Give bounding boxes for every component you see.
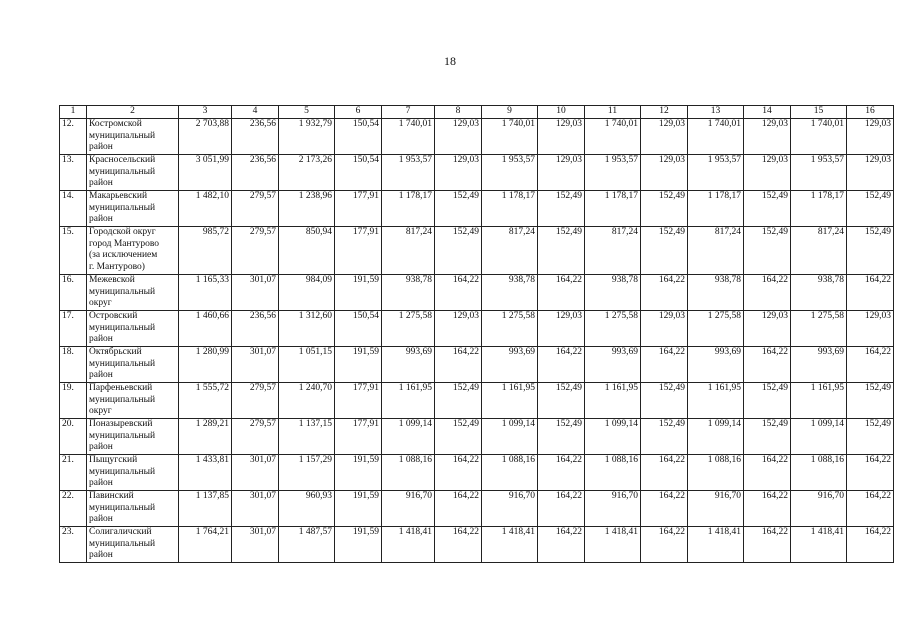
value-cell-col-16: 152,49: [847, 191, 894, 227]
value-cell-col-5: 850,94: [279, 227, 335, 275]
municipality-name-line: Межевской: [89, 275, 135, 285]
value-cell-col-5: 1 312,60: [279, 311, 335, 347]
row-number: 14.: [60, 191, 87, 227]
table-row: [60, 191, 894, 227]
row-number: 18.: [60, 347, 87, 383]
municipality-name-line: район: [89, 142, 113, 152]
municipality-name-line: город Мантурово: [89, 238, 160, 249]
row-number: 23.: [60, 527, 87, 563]
value-cell-col-6: 150,54: [335, 119, 382, 155]
value-cell-col-14: 152,49: [744, 227, 791, 275]
header-cell-2: 2: [87, 106, 179, 119]
value-cell-col-16: 129,03: [847, 311, 894, 347]
value-cell-col-6: 177,91: [335, 227, 382, 275]
value-cell-col-3: 985,72: [179, 227, 232, 275]
value-cell-col-13: 1 740,01: [688, 119, 744, 155]
value-cell-col-16: 152,49: [847, 383, 894, 419]
municipality-name: [87, 191, 179, 227]
value-cell-col-8: 164,22: [435, 275, 482, 311]
value-cell-col-9: 1 418,41: [482, 527, 538, 563]
value-cell-col-11: 1 161,95: [585, 383, 641, 419]
municipality-name-line: Парфеньевский: [89, 383, 153, 393]
municipality-name-line: Островский: [89, 311, 138, 321]
municipality-name-line: муниципальный: [89, 466, 156, 477]
value-cell-col-10: 129,03: [538, 311, 585, 347]
value-cell-col-9: 1 088,16: [482, 455, 538, 491]
municipality-name-line: муниципальный: [89, 394, 156, 405]
value-cell-col-9: 817,24: [482, 227, 538, 275]
municipality-name-line: г. Мантурово): [89, 261, 145, 272]
value-cell-col-12: 152,49: [641, 227, 688, 275]
value-cell-col-12: 152,49: [641, 383, 688, 419]
value-cell-col-9: 938,78: [482, 275, 538, 311]
value-cell-col-7: 993,69: [382, 347, 435, 383]
table-header-row: [60, 106, 894, 119]
value-cell-col-10: 152,49: [538, 227, 585, 275]
value-cell-col-5: 984,09: [279, 275, 335, 311]
municipality-name-line: муниципальный: [89, 286, 156, 297]
value-cell-col-8: 129,03: [435, 119, 482, 155]
municipality-name: [87, 311, 179, 347]
value-cell-col-7: 916,70: [382, 491, 435, 527]
value-cell-col-10: 164,22: [538, 275, 585, 311]
municipality-name: [87, 491, 179, 527]
municipality-name-line: (за исключением: [89, 250, 158, 260]
municipality-name-line: муниципальный: [89, 502, 156, 513]
municipality-name: [87, 419, 179, 455]
value-cell-col-14: 129,03: [744, 119, 791, 155]
value-cell-col-15: 1 953,57: [791, 155, 847, 191]
municipality-name-line: район: [89, 514, 113, 524]
municipality-name-line: муниципальный: [89, 130, 156, 141]
value-cell-col-4: 279,57: [232, 419, 279, 455]
value-cell-col-8: 152,49: [435, 383, 482, 419]
value-cell-col-15: 1 275,58: [791, 311, 847, 347]
value-cell-col-13: 1 275,58: [688, 311, 744, 347]
value-cell-col-14: 164,22: [744, 455, 791, 491]
value-cell-col-12: 164,22: [641, 491, 688, 527]
value-cell-col-11: 938,78: [585, 275, 641, 311]
value-cell-col-12: 129,03: [641, 311, 688, 347]
value-cell-col-6: 191,59: [335, 527, 382, 563]
value-cell-col-13: 1 418,41: [688, 527, 744, 563]
value-cell-col-9: 1 178,17: [482, 191, 538, 227]
value-cell-col-9: 1 275,58: [482, 311, 538, 347]
value-cell-col-10: 129,03: [538, 119, 585, 155]
value-cell-col-16: 164,22: [847, 275, 894, 311]
value-cell-col-4: 301,07: [232, 347, 279, 383]
value-cell-col-4: 301,07: [232, 455, 279, 491]
value-cell-col-10: 152,49: [538, 419, 585, 455]
value-cell-col-4: 236,56: [232, 155, 279, 191]
value-cell-col-4: 236,56: [232, 311, 279, 347]
value-cell-col-8: 164,22: [435, 455, 482, 491]
header-cell-1: 1: [60, 106, 87, 119]
value-cell-col-6: 191,59: [335, 275, 382, 311]
municipality-name: [87, 155, 179, 191]
header-cell-8: 8: [435, 106, 482, 119]
value-cell-col-13: 1 953,57: [688, 155, 744, 191]
header-cell-3: 3: [179, 106, 232, 119]
value-cell-col-8: 164,22: [435, 347, 482, 383]
value-cell-col-11: 993,69: [585, 347, 641, 383]
municipality-name-line: Костромской: [89, 119, 142, 129]
value-cell-col-5: 1 238,96: [279, 191, 335, 227]
value-cell-col-13: 1 099,14: [688, 419, 744, 455]
value-cell-col-12: 164,22: [641, 527, 688, 563]
value-cell-col-6: 191,59: [335, 347, 382, 383]
municipality-name-line: район: [89, 178, 113, 188]
value-cell-col-14: 164,22: [744, 527, 791, 563]
value-cell-col-10: 164,22: [538, 527, 585, 563]
municipality-name-line: муниципальный: [89, 538, 156, 549]
value-cell-col-11: 1 953,57: [585, 155, 641, 191]
header-cell-11: 11: [585, 106, 641, 119]
value-cell-col-3: 1 137,85: [179, 491, 232, 527]
value-cell-col-3: 2 703,88: [179, 119, 232, 155]
value-cell-col-3: 1 555,72: [179, 383, 232, 419]
table-row: [60, 527, 894, 563]
municipality-name-line: муниципальный: [89, 430, 156, 441]
value-cell-col-16: 152,49: [847, 419, 894, 455]
value-cell-col-7: 1 418,41: [382, 527, 435, 563]
value-cell-col-4: 301,07: [232, 527, 279, 563]
value-cell-col-15: 1 178,17: [791, 191, 847, 227]
value-cell-col-8: 129,03: [435, 155, 482, 191]
municipality-name-line: район: [89, 334, 113, 344]
value-cell-col-4: 279,57: [232, 383, 279, 419]
value-cell-col-3: 1 460,66: [179, 311, 232, 347]
value-cell-col-6: 191,59: [335, 491, 382, 527]
municipality-name-line: Макарьевский: [89, 191, 148, 201]
header-cell-4: 4: [232, 106, 279, 119]
value-cell-col-15: 1 418,41: [791, 527, 847, 563]
value-cell-col-6: 150,54: [335, 311, 382, 347]
value-cell-col-4: 279,57: [232, 227, 279, 275]
value-cell-col-4: 301,07: [232, 491, 279, 527]
value-cell-col-12: 129,03: [641, 119, 688, 155]
value-cell-col-7: 1 161,95: [382, 383, 435, 419]
value-cell-col-5: 2 173,26: [279, 155, 335, 191]
value-cell-col-11: 1 275,58: [585, 311, 641, 347]
value-cell-col-11: 1 418,41: [585, 527, 641, 563]
value-cell-col-14: 152,49: [744, 383, 791, 419]
municipality-name-line: район: [89, 442, 113, 452]
municipality-name-line: муниципальный: [89, 358, 156, 369]
row-number: 12.: [60, 119, 87, 155]
table-row: [60, 275, 894, 311]
header-cell-9: 9: [482, 106, 538, 119]
value-cell-col-14: 164,22: [744, 275, 791, 311]
municipality-name-line: район: [89, 214, 113, 224]
value-cell-col-16: 164,22: [847, 527, 894, 563]
value-cell-col-16: 129,03: [847, 119, 894, 155]
value-cell-col-8: 129,03: [435, 311, 482, 347]
value-cell-col-5: 1 932,79: [279, 119, 335, 155]
table-row: [60, 227, 894, 275]
table-row: [60, 419, 894, 455]
municipality-name-line: Красносельский: [89, 155, 156, 165]
municipality-name-line: муниципальный: [89, 202, 156, 213]
page-number: 18: [444, 54, 456, 68]
value-cell-col-16: 152,49: [847, 227, 894, 275]
value-cell-col-11: 916,70: [585, 491, 641, 527]
municipality-name-line: Октябрьский: [89, 347, 142, 357]
municipality-name: [87, 527, 179, 563]
row-number: 16.: [60, 275, 87, 311]
value-cell-col-7: 1 275,58: [382, 311, 435, 347]
row-number: 13.: [60, 155, 87, 191]
value-cell-col-14: 152,49: [744, 191, 791, 227]
value-cell-col-10: 164,22: [538, 347, 585, 383]
value-cell-col-8: 152,49: [435, 419, 482, 455]
row-number: 22.: [60, 491, 87, 527]
value-cell-col-11: 817,24: [585, 227, 641, 275]
table-body: [60, 119, 894, 563]
value-cell-col-9: 1 099,14: [482, 419, 538, 455]
municipality-name: [87, 119, 179, 155]
row-number: 19.: [60, 383, 87, 419]
header-cell-14: 14: [744, 106, 791, 119]
value-cell-col-15: 1 088,16: [791, 455, 847, 491]
value-cell-col-7: 1 088,16: [382, 455, 435, 491]
value-cell-col-11: 1 178,17: [585, 191, 641, 227]
header-cell-7: 7: [382, 106, 435, 119]
value-cell-col-12: 129,03: [641, 155, 688, 191]
municipality-name-line: муниципальный: [89, 166, 156, 177]
municipality-name-line: район: [89, 550, 113, 560]
value-cell-col-3: 3 051,99: [179, 155, 232, 191]
value-cell-col-15: 916,70: [791, 491, 847, 527]
value-cell-col-15: 817,24: [791, 227, 847, 275]
value-cell-col-10: 152,49: [538, 191, 585, 227]
value-cell-col-3: 1 165,33: [179, 275, 232, 311]
municipality-name-line: муниципальный: [89, 322, 156, 333]
header-cell-10: 10: [538, 106, 585, 119]
municipality-name-line: район: [89, 478, 113, 488]
value-cell-col-13: 817,24: [688, 227, 744, 275]
value-cell-col-5: 960,93: [279, 491, 335, 527]
value-cell-col-6: 191,59: [335, 455, 382, 491]
value-cell-col-14: 129,03: [744, 311, 791, 347]
value-cell-col-5: 1 487,57: [279, 527, 335, 563]
value-cell-col-15: 993,69: [791, 347, 847, 383]
row-number: 17.: [60, 311, 87, 347]
value-cell-col-12: 164,22: [641, 275, 688, 311]
row-number: 21.: [60, 455, 87, 491]
municipality-name-line: район: [89, 370, 113, 380]
header-cell-6: 6: [335, 106, 382, 119]
value-cell-col-15: 1 740,01: [791, 119, 847, 155]
value-cell-col-14: 129,03: [744, 155, 791, 191]
value-cell-col-12: 152,49: [641, 419, 688, 455]
header-cell-13: 13: [688, 106, 744, 119]
table-row: [60, 347, 894, 383]
municipality-name: [87, 455, 179, 491]
value-cell-col-9: 1 953,57: [482, 155, 538, 191]
value-cell-col-3: 1 764,21: [179, 527, 232, 563]
value-cell-col-13: 1 178,17: [688, 191, 744, 227]
value-cell-col-3: 1 482,10: [179, 191, 232, 227]
value-cell-col-6: 177,91: [335, 383, 382, 419]
row-number: 20.: [60, 419, 87, 455]
value-cell-col-15: 1 099,14: [791, 419, 847, 455]
value-cell-col-10: 164,22: [538, 491, 585, 527]
value-cell-col-6: 150,54: [335, 155, 382, 191]
value-cell-col-6: 177,91: [335, 419, 382, 455]
header-cell-15: 15: [791, 106, 847, 119]
municipality-name-line: округ: [89, 298, 112, 308]
value-cell-col-14: 152,49: [744, 419, 791, 455]
value-cell-col-13: 938,78: [688, 275, 744, 311]
value-cell-col-11: 1 740,01: [585, 119, 641, 155]
value-cell-col-9: 1 161,95: [482, 383, 538, 419]
table-row: [60, 491, 894, 527]
value-cell-col-3: 1 289,21: [179, 419, 232, 455]
value-cell-col-15: 938,78: [791, 275, 847, 311]
table-row: [60, 455, 894, 491]
value-cell-col-7: 1 178,17: [382, 191, 435, 227]
value-cell-col-8: 164,22: [435, 527, 482, 563]
value-cell-col-10: 129,03: [538, 155, 585, 191]
value-cell-col-7: 938,78: [382, 275, 435, 311]
value-cell-col-4: 279,57: [232, 191, 279, 227]
municipality-name-line: Поназыревский: [89, 419, 153, 429]
municipality-name-line: округ: [89, 406, 112, 416]
value-cell-col-12: 164,22: [641, 347, 688, 383]
municipality-name-line: Солигаличский: [89, 527, 152, 537]
value-cell-col-12: 152,49: [641, 191, 688, 227]
value-cell-col-7: 1 099,14: [382, 419, 435, 455]
value-cell-col-12: 164,22: [641, 455, 688, 491]
value-cell-col-16: 164,22: [847, 347, 894, 383]
municipality-name-line: Городской округ: [89, 227, 156, 237]
value-cell-col-5: 1 157,29: [279, 455, 335, 491]
value-cell-col-16: 164,22: [847, 455, 894, 491]
value-cell-col-7: 1 953,57: [382, 155, 435, 191]
value-cell-col-5: 1 137,15: [279, 419, 335, 455]
value-cell-col-5: 1 240,70: [279, 383, 335, 419]
value-cell-col-13: 916,70: [688, 491, 744, 527]
table-row: [60, 383, 894, 419]
row-number: 15.: [60, 227, 87, 275]
municipality-name: [87, 383, 179, 419]
value-cell-col-13: 1 161,95: [688, 383, 744, 419]
municipality-name-line: Пыщугский: [89, 455, 138, 465]
municipality-name-line: Павинский: [89, 491, 134, 501]
table-row: [60, 311, 894, 347]
value-cell-col-5: 1 051,15: [279, 347, 335, 383]
value-cell-col-13: 1 088,16: [688, 455, 744, 491]
data-table: [59, 105, 894, 563]
value-cell-col-11: 1 088,16: [585, 455, 641, 491]
value-cell-col-15: 1 161,95: [791, 383, 847, 419]
header-cell-16: 16: [847, 106, 894, 119]
table-row: [60, 155, 894, 191]
value-cell-col-9: 916,70: [482, 491, 538, 527]
value-cell-col-13: 993,69: [688, 347, 744, 383]
value-cell-col-16: 129,03: [847, 155, 894, 191]
header-cell-5: 5: [279, 106, 335, 119]
header-cell-12: 12: [641, 106, 688, 119]
value-cell-col-16: 164,22: [847, 491, 894, 527]
value-cell-col-8: 164,22: [435, 491, 482, 527]
municipality-name: [87, 227, 179, 275]
value-cell-col-4: 236,56: [232, 119, 279, 155]
value-cell-col-3: 1 433,81: [179, 455, 232, 491]
table-row: [60, 119, 894, 155]
value-cell-col-9: 1 740,01: [482, 119, 538, 155]
value-cell-col-14: 164,22: [744, 347, 791, 383]
value-cell-col-8: 152,49: [435, 227, 482, 275]
value-cell-col-9: 993,69: [482, 347, 538, 383]
value-cell-col-4: 301,07: [232, 275, 279, 311]
municipality-name: [87, 347, 179, 383]
value-cell-col-3: 1 280,99: [179, 347, 232, 383]
value-cell-col-11: 1 099,14: [585, 419, 641, 455]
value-cell-col-7: 817,24: [382, 227, 435, 275]
value-cell-col-10: 152,49: [538, 383, 585, 419]
value-cell-col-10: 164,22: [538, 455, 585, 491]
value-cell-col-6: 177,91: [335, 191, 382, 227]
municipality-name: [87, 275, 179, 311]
value-cell-col-8: 152,49: [435, 191, 482, 227]
value-cell-col-7: 1 740,01: [382, 119, 435, 155]
value-cell-col-14: 164,22: [744, 491, 791, 527]
